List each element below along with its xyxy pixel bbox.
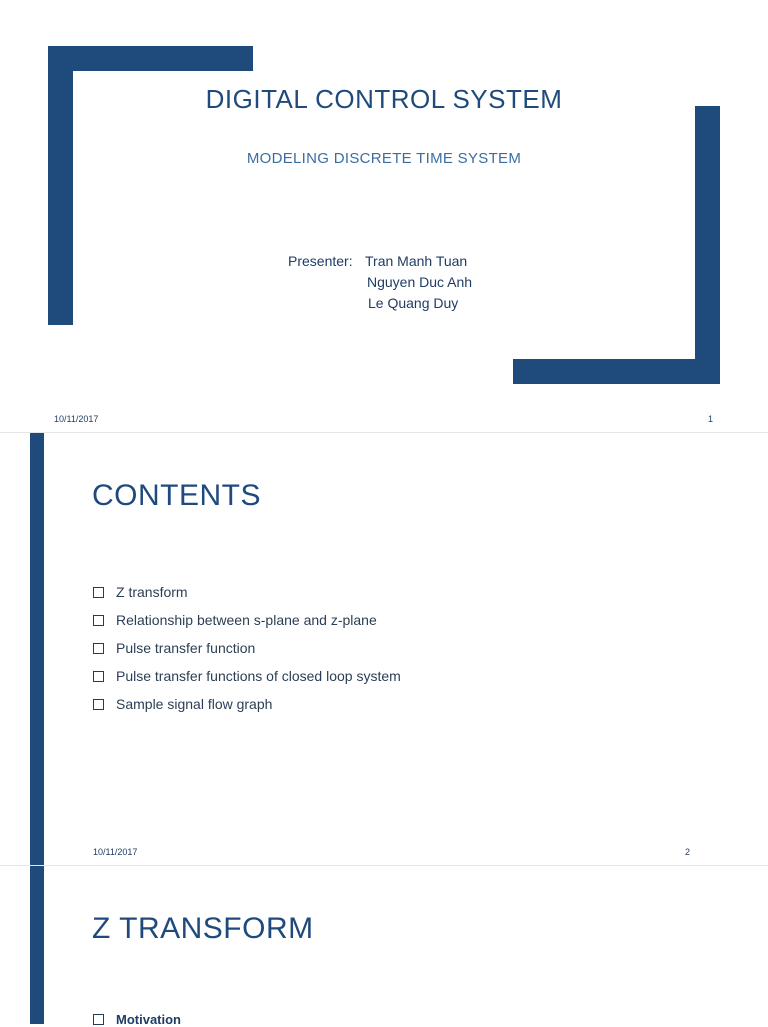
- presenter-name-2: Nguyen Duc Anh: [367, 274, 473, 290]
- list-item: [93, 578, 401, 606]
- contents-heading: CONTENTS: [92, 479, 261, 512]
- contents-list: [93, 578, 401, 718]
- list-item: [93, 634, 401, 662]
- frame-top-left-horizontal: [48, 46, 253, 71]
- checkbox-bullet-icon: [93, 671, 104, 682]
- presentation-title: DIGITAL CONTROL SYSTEM: [205, 84, 563, 114]
- checkbox-bullet-icon: [93, 643, 104, 654]
- left-accent-bar: [30, 866, 44, 1024]
- z-transform-heading: Z TRANSFORM: [92, 912, 314, 945]
- presenter-name-1: Tran Manh Tuan: [365, 253, 468, 269]
- list-item-text: Motivation: [116, 1012, 181, 1027]
- checkbox-bullet-icon: [93, 699, 104, 710]
- list-item: [93, 662, 401, 690]
- list-item-text: Pulse transfer functions of closed loop system: [116, 668, 401, 684]
- list-item: [93, 690, 401, 718]
- title-slide: [0, 0, 768, 432]
- slide-date: 10/11/2017: [54, 414, 99, 424]
- list-item: [93, 1012, 181, 1027]
- checkbox-bullet-icon: [93, 1014, 104, 1025]
- list-item-text: Sample signal flow graph: [116, 696, 273, 712]
- z-transform-slide: [0, 866, 768, 1024]
- presentation-subtitle: MODELING DISCRETE TIME SYSTEM: [246, 150, 522, 167]
- checkbox-bullet-icon: [93, 587, 104, 598]
- list-item-text: Z transform: [116, 584, 188, 600]
- list-item-text: Relationship between s-plane and z-plane: [116, 612, 377, 628]
- slide-date: 10/11/2017: [93, 847, 138, 857]
- frame-bottom-right-horizontal: [513, 359, 720, 384]
- frame-bottom-right-vertical: [695, 106, 720, 384]
- list-item-text: Pulse transfer function: [116, 640, 256, 656]
- left-accent-bar: [30, 433, 44, 865]
- presenter-label: Presenter:: [288, 253, 353, 269]
- checkbox-bullet-icon: [93, 615, 104, 626]
- slide-number: 2: [685, 847, 691, 857]
- presenter-name-3: Le Quang Duy: [368, 295, 459, 311]
- slide-number: 1: [708, 414, 714, 424]
- list-item: [93, 606, 401, 634]
